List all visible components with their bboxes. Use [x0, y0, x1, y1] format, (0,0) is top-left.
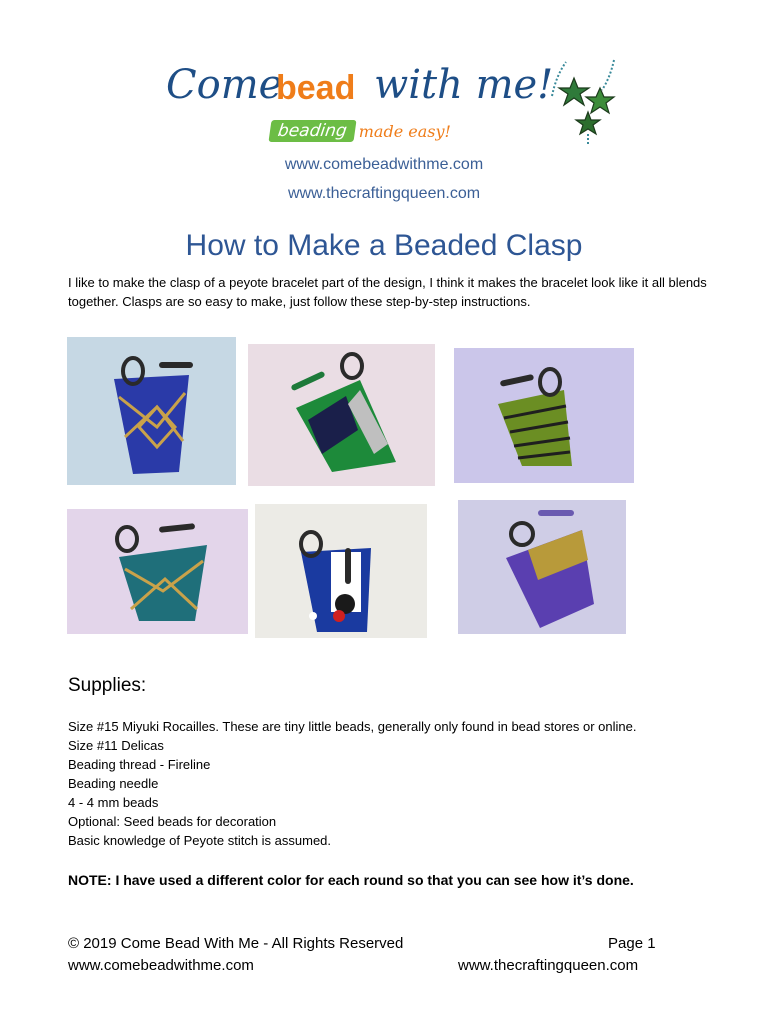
clasp-photo-2: [248, 344, 435, 486]
beaded-stars-icon: [544, 56, 624, 148]
logo-tagline: [270, 118, 451, 144]
list-item: Size #15 Miyuki Rocailles. These are tiny little beads, generally only found in bead stores or online.: [68, 719, 637, 734]
intro-paragraph: I like to make the clasp of a peyote bracelet part of the design, I think it makes the bracelet look like it all blends together. Clasps are so easy to make, just follow these step-by-step instructions.: [68, 275, 707, 309]
logo-word-come: Come: [166, 62, 283, 108]
list-item: Optional: Seed beads for decoration: [68, 814, 277, 829]
list-item: Size #11 Delicas: [68, 738, 164, 753]
tagline-beading: beading: [268, 120, 356, 142]
footer-copyright: © 2019 Come Bead With Me - All Rights Reserved: [68, 935, 404, 952]
list-item: 4 - 4 mm beads: [68, 795, 159, 810]
footer-page-number: Page 1: [608, 935, 656, 952]
clasp-photo-3: [454, 348, 634, 483]
logo-word-bead: bead: [276, 69, 356, 107]
list-item: Beading thread - Fireline: [68, 757, 211, 772]
footer-url-right[interactable]: www.thecraftingqueen.com: [458, 957, 639, 974]
list-item: Beading needle: [68, 776, 159, 791]
clasp-photo-5: [255, 504, 427, 638]
supplies-list: [68, 717, 708, 850]
note-text: NOTE: I have used a different color for each round so that you can see how it’s done.: [68, 872, 634, 888]
clasp-photo-6: [458, 500, 626, 634]
brand-logo: [160, 56, 620, 150]
clasp-photo-1: [67, 337, 236, 485]
page-title: How to Make a Beaded Clasp: [185, 229, 583, 262]
footer-url-left[interactable]: www.comebeadwithme.com: [68, 957, 254, 974]
supplies-heading: Supplies:: [68, 675, 147, 696]
logo-word-with-me: with me!: [374, 62, 554, 108]
list-item: Basic knowledge of Peyote stitch is assumed.: [68, 833, 332, 848]
header-url-primary[interactable]: www.comebeadwithme.com: [284, 156, 484, 173]
header-url-secondary[interactable]: www.thecraftingqueen.com: [287, 185, 481, 202]
tagline-made-easy: made easy!: [358, 121, 451, 141]
clasp-photo-4: [67, 509, 248, 634]
